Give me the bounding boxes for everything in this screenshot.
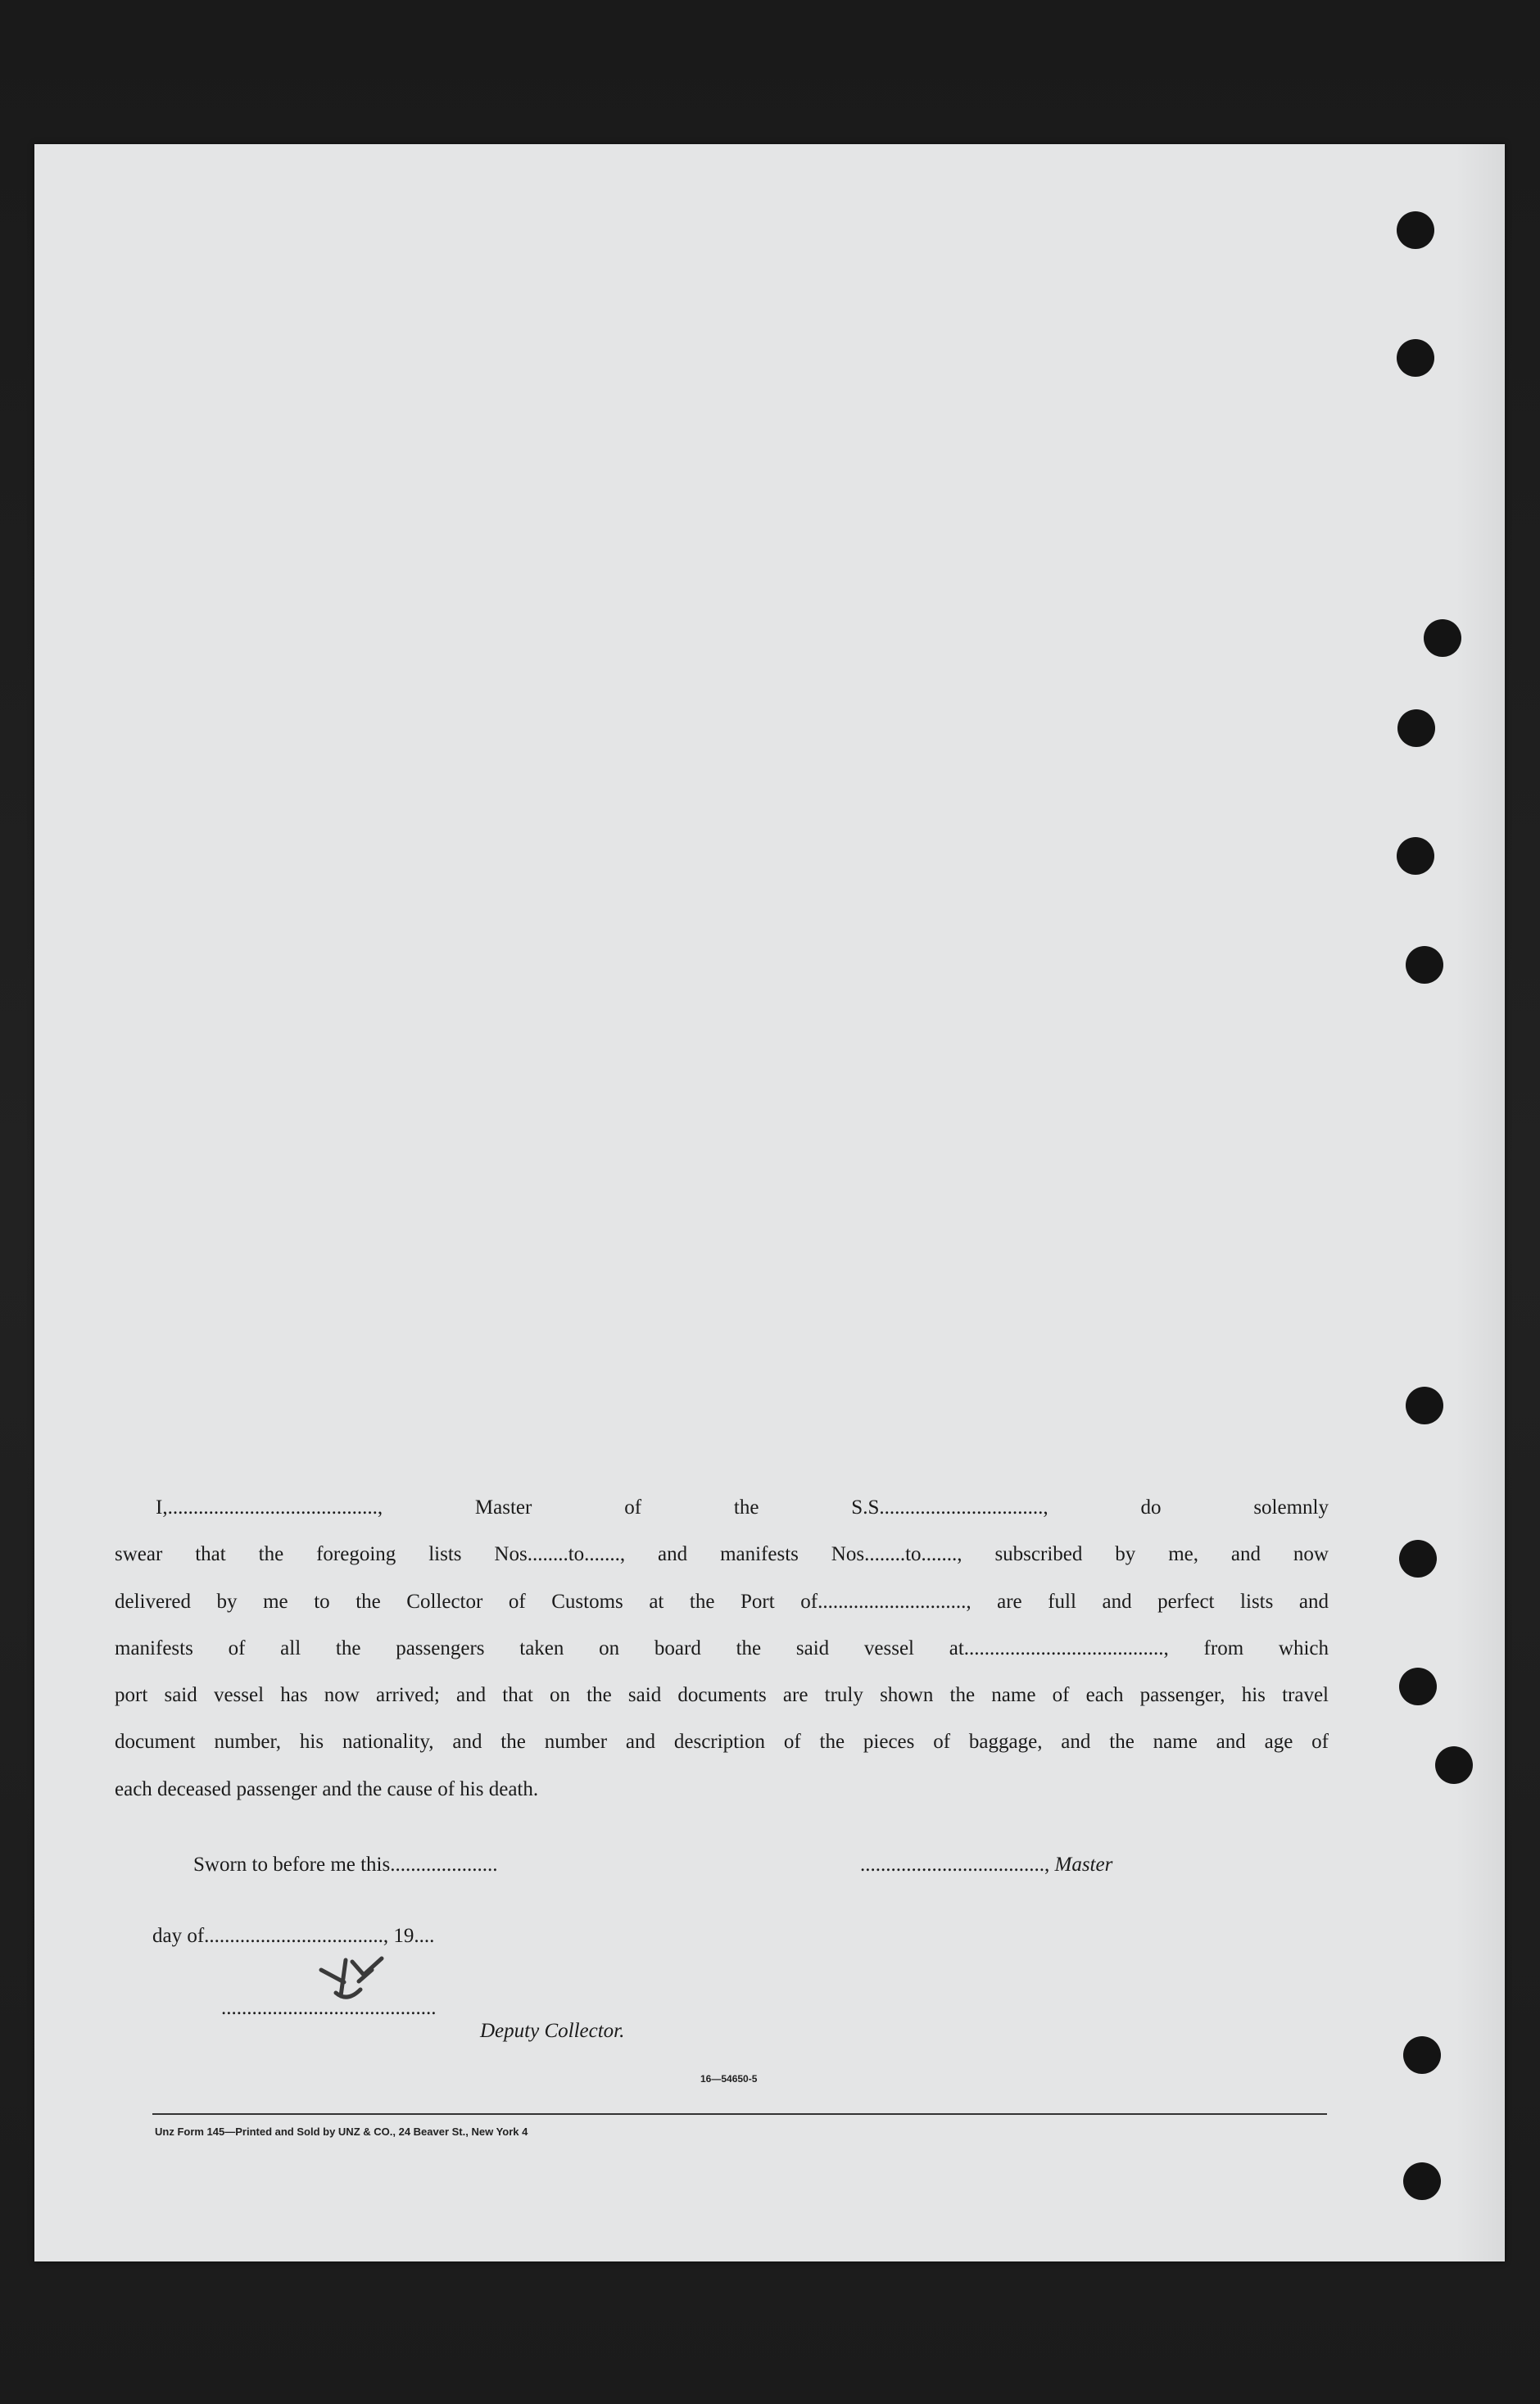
oath-line: delivered by me to the Collector of Customs at the Port of............................., are full and perfect lists and xyxy=(115,1590,1329,1613)
oath-line: document number, his nationality, and the number and description of the pieces of baggage, and the name and age of xyxy=(115,1731,1329,1754)
binder-hole xyxy=(1403,2162,1441,2200)
binder-hole xyxy=(1397,837,1434,875)
binder-hole xyxy=(1399,1540,1437,1578)
day-of-line: day of..................................., 19.... xyxy=(152,1925,435,1947)
handwritten-mark xyxy=(311,1945,393,2011)
page-edge-shade xyxy=(1456,144,1505,2261)
binder-hole xyxy=(1397,339,1434,377)
master-label: Master xyxy=(1054,1854,1113,1876)
oath-line: manifests of all the passengers taken on board the said vessel at......................................., from which xyxy=(115,1637,1329,1659)
sworn-line: Sworn to before me this..................... xyxy=(193,1854,498,1876)
oath-line: swear that the foregoing lists Nos........to......., and manifests Nos........to......., subscribed by me, and now xyxy=(115,1543,1329,1566)
oath-line: I,........................................., Master of the S.S................................, do solemnly xyxy=(156,1496,1329,1519)
binder-hole xyxy=(1435,1746,1473,1784)
master-signature-line xyxy=(860,1854,1112,1877)
binder-hole xyxy=(1399,1668,1437,1705)
footer-rule xyxy=(152,2113,1327,2115)
form-number: 16—54650-5 xyxy=(700,2073,758,2085)
binder-hole xyxy=(1403,2036,1441,2074)
deputy-collector-label: Deputy Collector. xyxy=(480,2020,625,2042)
printer-line: Unz Form 145—Printed and Sold by UNZ & CO., 24 Beaver St., New York 4 xyxy=(155,2126,528,2138)
oath-line: port said vessel has now arrived; and that on the said documents are truly shown the name of each passenger, his travel xyxy=(115,1684,1329,1707)
binder-hole xyxy=(1424,619,1461,657)
binder-hole xyxy=(1397,211,1434,249)
binder-hole xyxy=(1406,946,1443,984)
binder-hole xyxy=(1406,1387,1443,1424)
binder-hole xyxy=(1397,709,1435,747)
master-dots: ...................................., xyxy=(860,1854,1050,1876)
oath-paragraph xyxy=(115,1484,1329,1813)
oath-line: each deceased passenger and the cause of his death. xyxy=(115,1777,539,1800)
deputy-dots: .......................................... xyxy=(221,1997,437,2019)
